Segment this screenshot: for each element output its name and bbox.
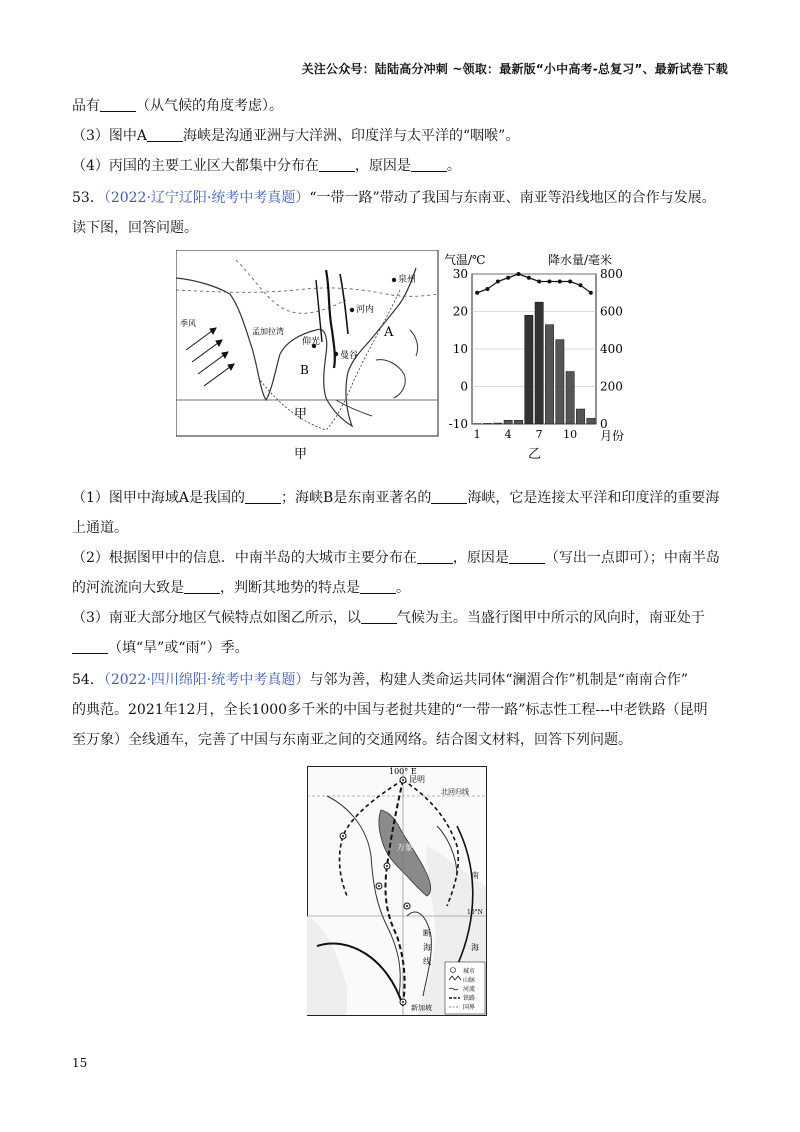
text: 至万象）全线通车，完善了中国与东南亚之间的交通网络。结合图文材料，回答下列问题。 xyxy=(72,732,632,748)
map-label-yangon: 仰光 xyxy=(302,337,321,347)
legend-label: 国界 xyxy=(463,1004,476,1011)
legend-label: 城市 xyxy=(463,968,476,975)
chart-bar-11 xyxy=(576,409,584,424)
chart-y-axis-right xyxy=(600,267,623,431)
map-label-a: A xyxy=(384,325,394,340)
chart-bar-10 xyxy=(566,372,574,425)
figure-railway-map xyxy=(307,766,487,1016)
answer-blank[interactable] xyxy=(184,579,220,594)
answer-blank[interactable] xyxy=(147,127,183,142)
text: （3）图中A xyxy=(72,128,148,144)
map2-label-strait3: 线 xyxy=(423,957,431,966)
chart-temperature-point-3 xyxy=(496,280,500,284)
chart-xtick: 4 xyxy=(504,428,512,441)
q53-part2 xyxy=(72,548,720,568)
answer-blank[interactable] xyxy=(509,549,545,564)
answer-blank[interactable] xyxy=(100,97,136,112)
q53-intro-2 xyxy=(72,218,198,238)
page-header: 关注公众号：陆陆高分冲刺 ~领取：最新版“小中高考-总复习”、最新试卷下载 xyxy=(301,62,728,76)
text: 与邻为善，构建人类命运共同体“澜湄合作”机制是“南南合作” xyxy=(309,672,688,688)
chart-temperature-point-7 xyxy=(537,280,541,284)
chart-ytick-left: 30 xyxy=(452,267,468,281)
chart-temperature-point-9 xyxy=(558,280,562,284)
chart-bar-3 xyxy=(494,423,502,424)
text: 海峡是沟通亚洲与大洋洲、印度洋与太平洋的“咽喉”。 xyxy=(183,128,520,144)
text: （1）图甲中海域A是我国的 xyxy=(72,490,246,506)
text: 品有 xyxy=(72,98,100,114)
chart-ytick-right: 600 xyxy=(600,304,623,319)
map2-label-vientiane: 万象 xyxy=(397,843,413,852)
answer-blank[interactable] xyxy=(411,157,447,172)
text: （3）南亚大部分地区气候特点如图乙所示，以 xyxy=(72,610,361,626)
chart-bar-5 xyxy=(514,420,522,424)
text: （从气候的角度考虑）。 xyxy=(136,98,283,114)
chart-temperature-point-6 xyxy=(527,276,531,280)
q52-part4 xyxy=(72,156,461,176)
chart-xlabel: 月份 xyxy=(600,429,625,443)
city-dot xyxy=(350,308,354,312)
chart-bar-8 xyxy=(545,325,553,424)
text: ，原因是 xyxy=(452,550,509,566)
chart-temperature-point-10 xyxy=(568,280,572,284)
chart-ytick-left: 0 xyxy=(460,379,468,394)
question-source-link[interactable]: （2022·四川绵阳·统考中考真题） xyxy=(103,672,310,688)
chart-ytick-right: 800 xyxy=(600,267,623,281)
answer-blank[interactable] xyxy=(72,639,108,654)
legend-label: 河流 xyxy=(463,986,476,993)
chart-y-axis-left xyxy=(449,267,468,431)
chart-temperature-point-2 xyxy=(486,287,490,291)
map2-label-sea2: 海 xyxy=(471,943,479,952)
chart-temperature-point-1 xyxy=(475,291,479,295)
answer-blank[interactable] xyxy=(319,157,355,172)
chart-bar-6 xyxy=(525,315,533,424)
text: “一带一路”带动了我国与东南亚、南亚等沿线地区的合作与发展。 xyxy=(309,190,716,206)
answer-blank[interactable] xyxy=(361,609,397,624)
text: 。 xyxy=(446,158,461,174)
map2-label-sea1: 南 xyxy=(471,871,479,880)
q54-intro-2 xyxy=(72,700,708,720)
chart-temperature-point-12 xyxy=(589,291,593,295)
answer-blank[interactable] xyxy=(431,489,467,504)
q54-intro-3 xyxy=(72,730,632,750)
city-marker-dot xyxy=(386,865,388,867)
city-marker-dot xyxy=(402,1001,404,1003)
text: 海峡，它是连接太平洋和印度洋的重要海 xyxy=(467,490,720,506)
chart-temperature-point-8 xyxy=(548,280,552,284)
map2-legend xyxy=(445,962,485,1014)
answer-blank[interactable] xyxy=(245,489,281,504)
legend-city-icon xyxy=(451,968,456,973)
text: ；海峡B是东南亚著名的 xyxy=(281,490,432,506)
map2-label-strait1: 断 xyxy=(423,929,431,938)
chart-ylabel-left: 气温/℃ xyxy=(444,253,486,267)
figure2-svg xyxy=(307,766,487,1016)
text: 的典范。2021年12月，全长1000多千米的中国与老挝共建的“一带一路”标志性工程---中老铁路（昆明 xyxy=(72,702,708,718)
chart-xtick: 10 xyxy=(563,428,578,441)
chart-bars xyxy=(473,302,595,424)
text: （填“旱”或“雨”）季。 xyxy=(108,640,249,656)
answer-blank[interactable] xyxy=(360,579,396,594)
text: 上通道。 xyxy=(72,520,128,536)
legend-label: 山脉 xyxy=(463,977,476,984)
chart-caption: 乙 xyxy=(528,447,542,462)
map2-label-100e: 100° E xyxy=(389,767,417,776)
question-number: 54． xyxy=(72,672,104,688)
chart-temperature-polyline xyxy=(477,274,591,293)
city-marker-dot xyxy=(402,779,404,781)
q53-part1 xyxy=(72,488,719,508)
map2-label-lat: 10°N xyxy=(467,909,483,916)
chart-bar-2 xyxy=(483,423,491,424)
chart-xtick: 7 xyxy=(535,428,543,441)
chart-bar-4 xyxy=(504,420,512,424)
map-label-wind: 季风 xyxy=(180,319,196,328)
map-label-bangkok: 曼谷 xyxy=(340,351,359,361)
map-label-sea: 孟加拉湾 xyxy=(252,327,284,336)
chart-ytick-left: 10 xyxy=(452,342,468,356)
chart-ytick-left: 20 xyxy=(452,304,468,319)
chart-bar-12 xyxy=(587,418,595,424)
figure-svg xyxy=(176,250,626,462)
q54-intro xyxy=(72,670,688,690)
chart-temperature-line xyxy=(475,272,593,295)
question-number: 53． xyxy=(72,190,104,206)
map-caption-jia: 甲 xyxy=(294,447,308,462)
chart-bar-9 xyxy=(556,340,564,424)
chart-xtick: 1 xyxy=(473,428,481,441)
q53-part1-b xyxy=(72,518,128,538)
map-label-b: B xyxy=(300,363,309,377)
climate-chart xyxy=(444,252,624,462)
chart-ytick-right: 0 xyxy=(600,417,608,431)
question-source-link[interactable]: （2022·辽宁辽阳·统考中考真题） xyxy=(103,190,310,206)
text: 的河流流向大致是 xyxy=(72,580,184,596)
text: 读下图，回答问题。 xyxy=(72,220,198,236)
chart-ytick-right: 400 xyxy=(600,342,623,356)
page-number: 15 xyxy=(72,1056,88,1070)
chart-temperature-point-5 xyxy=(517,272,521,276)
map2-label-singapore: 新加坡 xyxy=(411,1004,432,1012)
city-marker-dot xyxy=(342,835,344,837)
city-dot xyxy=(334,352,338,356)
chart-ytick-left: -10 xyxy=(448,417,468,431)
text: （4）丙国的主要工业区大都集中分布在 xyxy=(72,158,319,174)
chart-x-axis xyxy=(474,428,577,441)
map-label-quanzhou: 泉州 xyxy=(398,275,417,285)
chart-bar-7 xyxy=(535,302,543,424)
q52-line1 xyxy=(72,96,283,116)
map2-label-tropic: 北回归线 xyxy=(441,788,469,796)
chart-ytick-right: 200 xyxy=(600,379,623,394)
city-marker-dot xyxy=(406,905,408,907)
legend-label: 铁路 xyxy=(463,995,476,1002)
city-dot xyxy=(392,278,396,282)
text: ，原因是 xyxy=(354,158,411,174)
figure-map-and-climate xyxy=(176,250,626,462)
answer-blank[interactable] xyxy=(417,549,453,564)
text: （写出一点即可）；中南半岛 xyxy=(544,550,720,566)
map-label-hanoi: 河内 xyxy=(356,305,375,315)
city-marker-dot xyxy=(378,885,380,887)
q52-part3 xyxy=(72,126,519,146)
map2-label-kunming: 昆明 xyxy=(409,775,425,784)
q53-part3 xyxy=(72,608,705,628)
chart-ylabel-right: 降水量/毫米 xyxy=(548,253,613,267)
q53-part2-b xyxy=(72,578,410,598)
chart-temperature-point-11 xyxy=(579,283,583,287)
text: ，判断其地势的特点是 xyxy=(220,580,360,596)
text: 气候为主。当盛行图甲中所示的风向时，南亚处于 xyxy=(396,610,705,626)
q53-intro xyxy=(72,188,716,208)
map2-label-strait2: 海 xyxy=(423,943,431,952)
chart-temperature-point-4 xyxy=(506,276,510,280)
text: 。 xyxy=(396,580,410,596)
text: （2）根据图甲中的信息．中南半岛的大城市主要分布在 xyxy=(72,550,417,566)
map-label-jia: 甲 xyxy=(294,407,308,422)
chart-grid xyxy=(472,274,596,424)
q53-part3-b xyxy=(72,638,249,658)
